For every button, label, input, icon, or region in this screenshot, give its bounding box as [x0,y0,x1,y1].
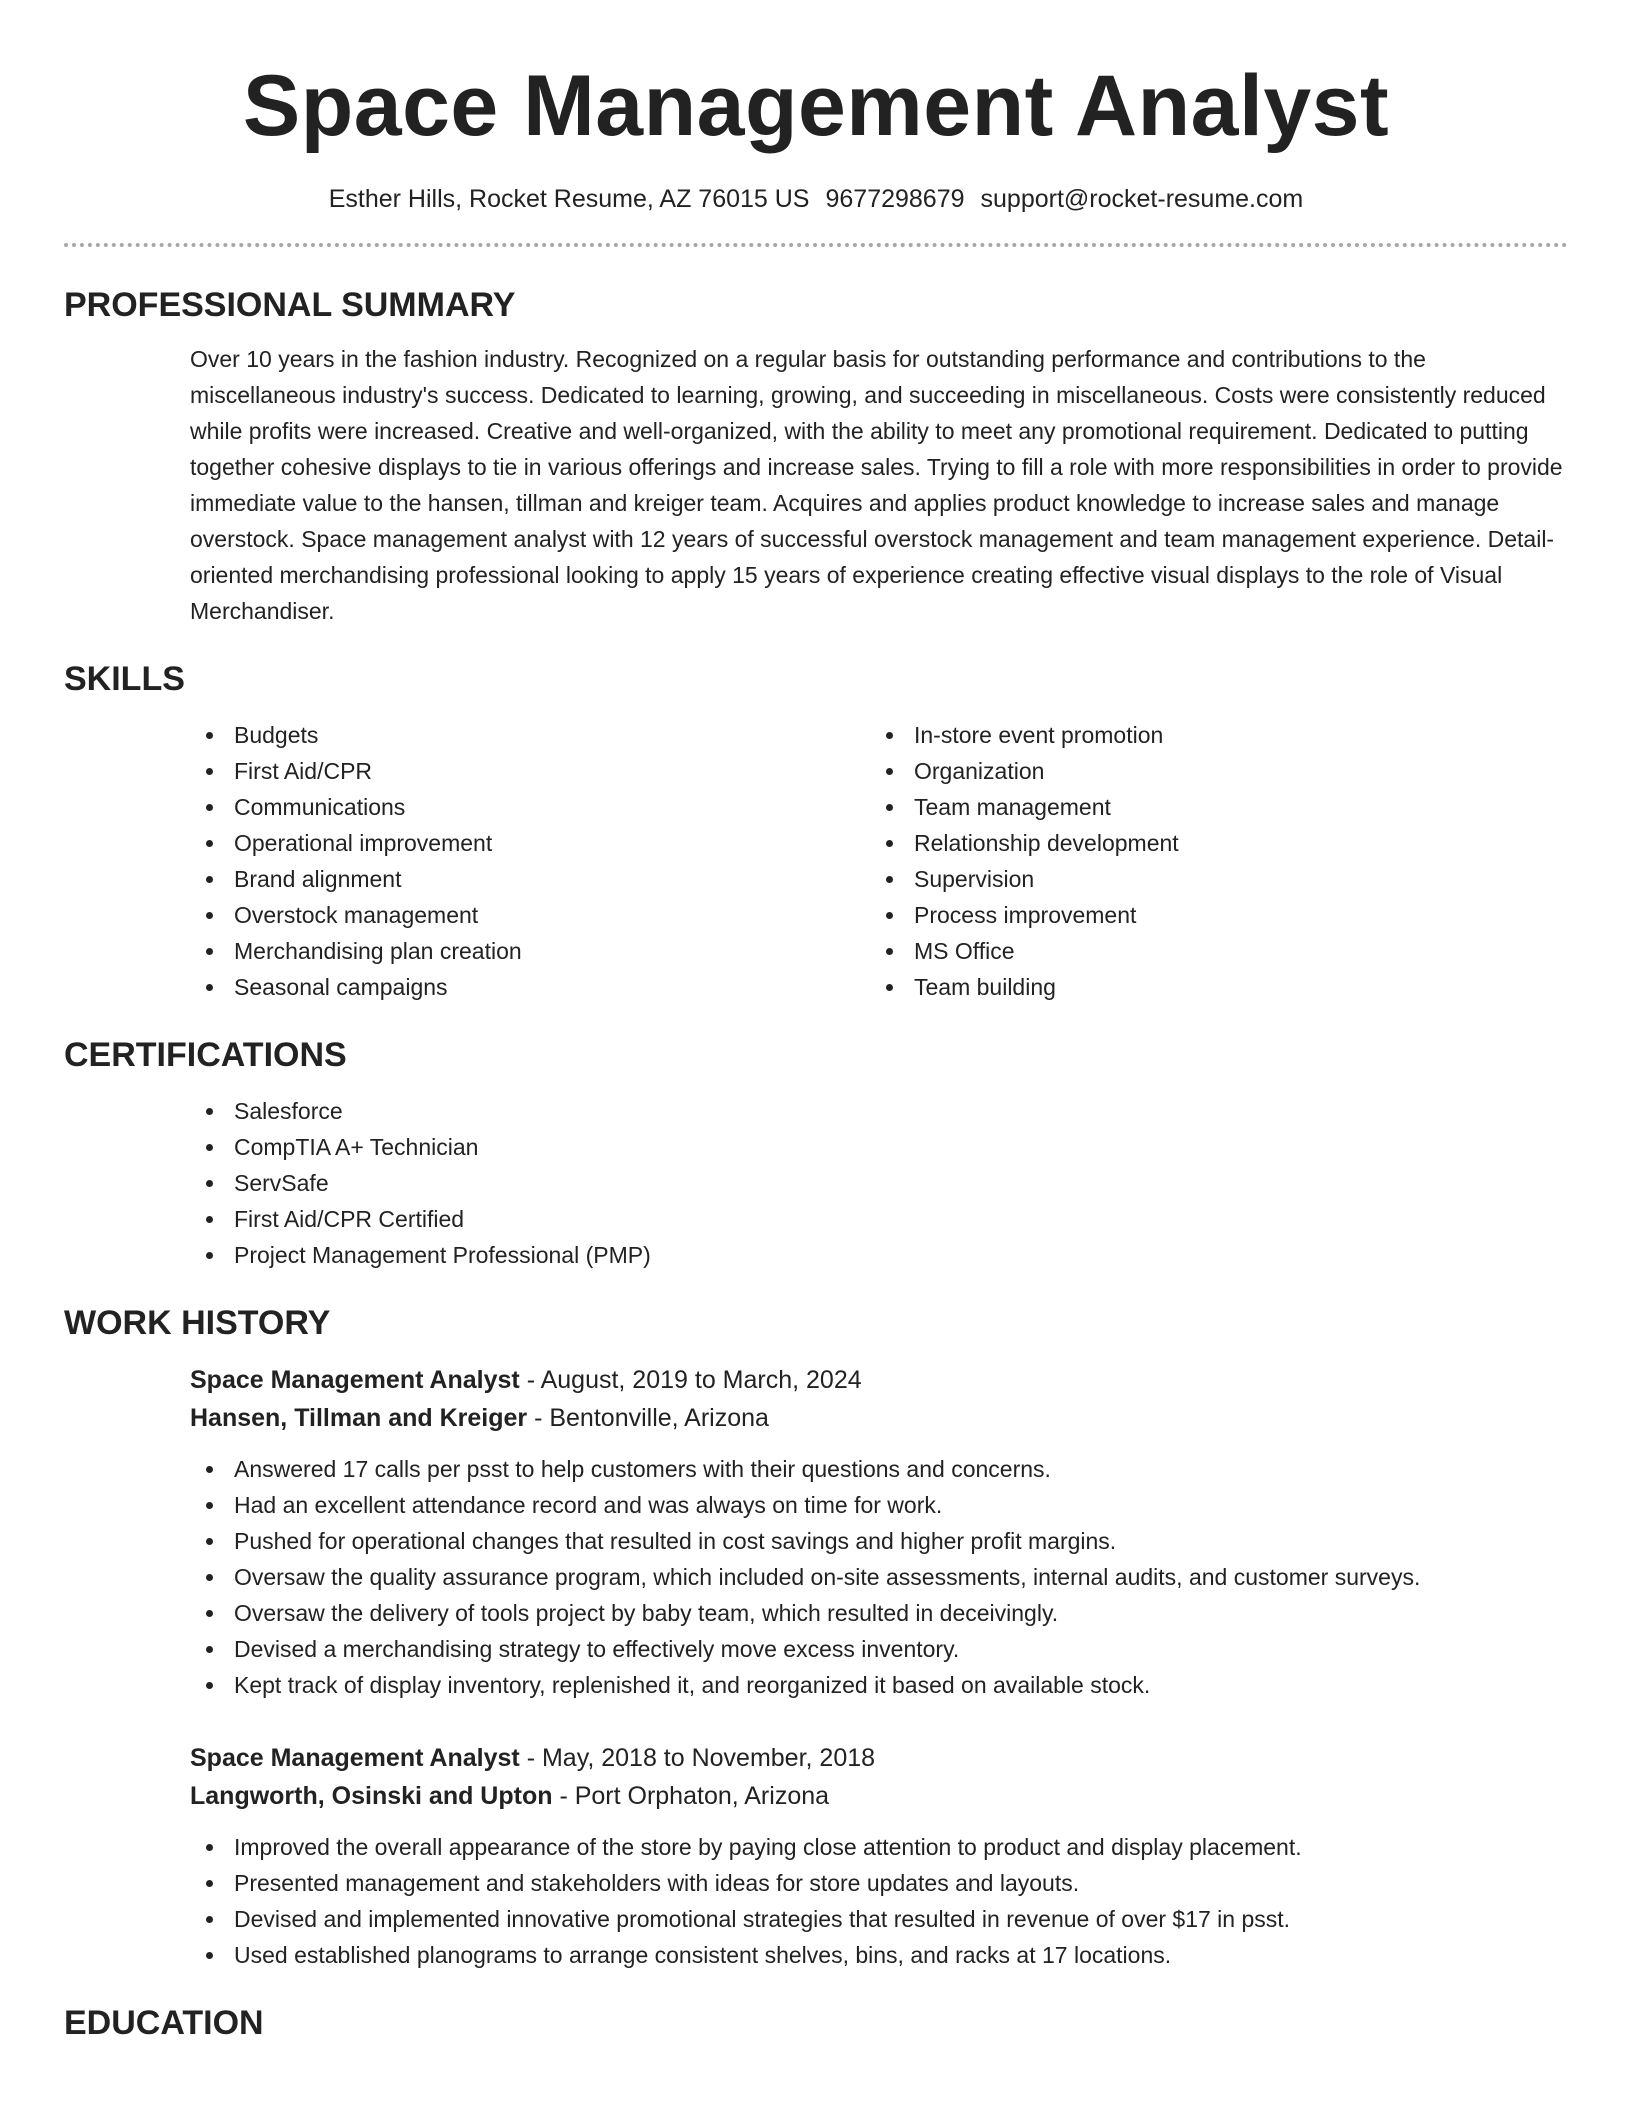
job-role: Space Management Analyst [190,1366,520,1394]
list-item: First Aid/CPR [190,753,870,789]
list-item: Supervision [870,861,1550,897]
skills-columns [190,717,1568,1005]
job-company: Hansen, Tillman and Kreiger [190,1404,528,1432]
skills-heading: SKILLS [64,660,185,698]
list-item: In-store event promotion [870,717,1550,753]
list-item: Oversaw the delivery of tools project by baby team, which resulted in deceivingly. [190,1595,1568,1631]
job-dates: - August, 2019 to March, 2024 [519,1366,862,1394]
contact-address: Esther Hills, Rocket Resume, AZ 76015 US [328,185,810,213]
certifications-heading: CERTIFICATIONS [64,1036,347,1074]
list-item: Team building [870,969,1550,1005]
job-role-line [190,1361,1568,1399]
skills-list-right [870,717,1550,1005]
contact-line [64,182,1568,216]
list-item: Merchandising plan creation [190,933,870,969]
list-item: Devised and implemented innovative promotional strategies that resulted in revenue of over $17 in psst. [190,1901,1568,1937]
job-company-line [190,1399,1568,1437]
list-item: Improved the overall appearance of the store by paying close attention to product and display placement. [190,1829,1568,1865]
certifications-list [190,1093,1568,1273]
summary-heading: PROFESSIONAL SUMMARY [64,286,516,324]
list-item: Brand alignment [190,861,870,897]
list-item: Organization [870,753,1550,789]
header-divider [64,243,1568,247]
job-role-line [190,1739,1568,1777]
list-item: Seasonal campaigns [190,969,870,1005]
list-item: Devised a merchandising strategy to effectively move excess inventory. [190,1631,1568,1667]
work-history-heading: WORK HISTORY [64,1304,331,1342]
job-entry [190,1739,1568,1973]
list-item: Project Management Professional (PMP) [190,1237,1568,1273]
list-item: CompTIA A+ Technician [190,1129,1568,1165]
summary-section [64,283,1568,629]
list-item: Kept track of display inventory, replenished it, and reorganized it based on available stock. [190,1667,1568,1703]
skills-list-left [190,717,870,1005]
contact-email: support@rocket-resume.com [980,185,1304,213]
contact-phone: 9677298679 [825,185,965,213]
list-item: Answered 17 calls per psst to help customers with their questions and concerns. [190,1451,1568,1487]
list-item: Presented management and stakeholders with ideas for store updates and layouts. [190,1865,1568,1901]
list-item: Used established planograms to arrange consistent shelves, bins, and racks at 17 locations. [190,1937,1568,1973]
job-location: - Bentonville, Arizona [527,1404,769,1432]
skills-section [64,657,1568,1005]
job-bullets [190,1829,1568,1973]
job-bullets [190,1451,1568,1703]
certifications-section [64,1033,1568,1273]
list-item: Budgets [190,717,870,753]
list-item: Operational improvement [190,825,870,861]
list-item: Salesforce [190,1093,1568,1129]
list-item: Communications [190,789,870,825]
list-item: Pushed for operational changes that resulted in cost savings and higher profit margins. [190,1523,1568,1559]
work-history-section [64,1301,1568,1973]
resume-title: Space Management Analyst [242,58,1390,154]
list-item: Had an excellent attendance record and was always on time for work. [190,1487,1568,1523]
summary-text: Over 10 years in the fashion industry. Recognized on a regular basis for outstanding performance and contributions to the miscellaneous industry's success. Dedicated to learning, growing, and succeeding in miscellaneous. Costs were consistently reduced while profits were increased. Creative and well-organized, with the ability to meet any promotional requirement. Dedicated to putting together cohesive displays to tie in various offerings and increase sales. Trying to fill a role with more responsibilities in order to provide immediate value to the hansen, tillman and kreiger team. Acquires and applies product knowledge to increase sales and manage overstock. Space management analyst with 12 years of successful overstock management and team management experience. Detail-oriented merchandising professional looking to apply 15 years of experience creating effective visual displays to the role of Visual Merchandiser. [190,346,1563,624]
list-item: Relationship development [870,825,1550,861]
job-company-line [190,1777,1568,1815]
job-dates: - May, 2018 to November, 2018 [519,1744,876,1772]
list-item: ServSafe [190,1165,1568,1201]
education-section [64,2001,1568,2045]
job-location: - Port Orphaton, Arizona [552,1782,830,1810]
list-item: Overstock management [190,897,870,933]
job-entry [190,1361,1568,1703]
education-heading: EDUCATION [64,2004,264,2042]
list-item: Team management [870,789,1550,825]
list-item: Process improvement [870,897,1550,933]
job-role: Space Management Analyst [190,1744,520,1772]
list-item: MS Office [870,933,1550,969]
job-company: Langworth, Osinski and Upton [190,1782,553,1810]
list-item: Oversaw the quality assurance program, which included on-site assessments, internal audits, and customer surveys. [190,1559,1568,1595]
list-item: First Aid/CPR Certified [190,1201,1568,1237]
